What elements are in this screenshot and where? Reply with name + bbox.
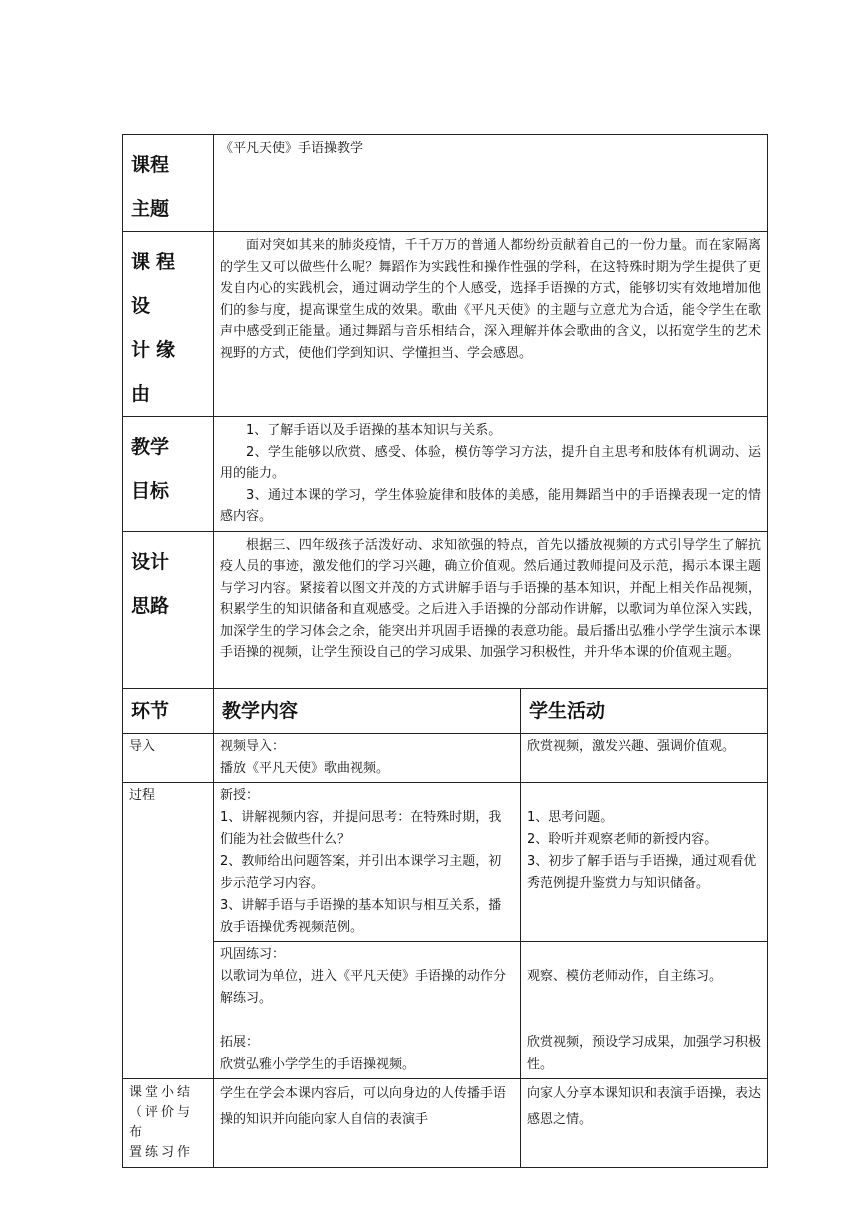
goals-row <box>123 417 768 532</box>
process-new-item-1: 1、讲解视频内容，并提问思考：在特殊时期，我们能为社会做些什么？ <box>220 809 502 847</box>
practice-text: 以歌词为单位，进入《平凡天使》手语操的动作分解练习。 <box>220 968 507 1006</box>
activity-header-row <box>123 688 768 733</box>
process-new-activity-2: 2、聆听并观察老师的新授内容。 <box>527 831 718 847</box>
topic-label-line-1: 课程 <box>131 154 170 176</box>
topic-row <box>123 135 768 232</box>
spacer <box>527 944 761 966</box>
reason-row <box>123 232 768 417</box>
topic-text: 《平凡天使》手语操教学 <box>220 141 364 156</box>
lesson-plan-table <box>122 134 768 1168</box>
intro-stage: 导入 <box>123 733 214 782</box>
topic-label-line-2: 主题 <box>131 198 170 220</box>
intro-activity-line-1: 欣赏视频，激发兴趣、强调价值观。 <box>527 738 736 754</box>
process-practice-content <box>214 941 521 1078</box>
goal-item-3: 3、通过本课的学习，学生体验旋律和肢体的美感，能用舞蹈当中的手语操表现一定的情感内容。 <box>220 487 762 524</box>
intro-content-line-1: 视频导入： <box>220 738 286 754</box>
reason-label-line-1: 课程设 <box>131 251 182 317</box>
spacer <box>220 1010 514 1032</box>
goals-label-line-2: 目标 <box>131 480 170 502</box>
reason-label-line-2: 计缘由 <box>131 339 182 405</box>
process-new-item-3: 3、讲解手语与手语操的基本知识与相互关系，播放手语操优秀视频范例。 <box>220 897 502 935</box>
process-new-row <box>123 782 768 941</box>
spacer <box>527 1010 761 1032</box>
process-new-activity <box>521 782 768 941</box>
goals-cell <box>214 417 768 532</box>
design-label-line-1: 设计 <box>131 550 170 573</box>
goals-label <box>123 417 214 532</box>
summary-stage-line-3: 置练习作 <box>129 1144 194 1160</box>
topic-label <box>123 135 214 232</box>
process-practice-row <box>123 941 768 1078</box>
process-new-item-2: 2、教师给出问题答案，并引出本课学习主题，初步示范学习内容。 <box>220 853 502 891</box>
practice-activity: 观察、模仿老师动作，自主练习。 <box>527 968 723 984</box>
practice-heading: 巩固练习： <box>220 946 286 962</box>
extend-heading: 拓展： <box>220 1034 260 1050</box>
extend-activity: 欣赏视频，预设学习成果，加强学习积极性。 <box>527 1034 762 1072</box>
process-practice-activity <box>521 941 768 1078</box>
summary-content-text: 学生在学会本课内容后，可以向身边的人传播手语操的知识并向能向家人自信的表演手 <box>220 1085 507 1127</box>
header-stage: 环节 <box>123 688 214 733</box>
goal-item-2: 2、学生能够以欣赏、感受、体验，模仿等学习方法，提升自主思考和肢体有机调动、运用的能力。 <box>220 444 762 481</box>
reason-text: 面对突如其来的肺炎疫情，千千万万的普通人都纷纷贡献着自己的一份力量。而在家隔离的学生又可以做些什么呢？舞蹈作为实践性和操作性强的学科，在这特殊时期为学生提供了更发自内心的实践机会，通过调动学生的个人感受，选择手语操的方式，能够切实有效地增加他们的参与度，提高课堂生成的效果。歌曲《平凡天使》的主题与立意尤为合适，能令学生在歌声中感受到正能量。通过舞蹈与音乐相结合，深入理解并体会歌曲的含义，以拓宽学生的艺术视野的方式，使他们学到知识、学懂担当、学会感恩。 <box>220 238 762 361</box>
process-stage: 过程 <box>123 782 214 1078</box>
summary-activity-text: 向家人分享本课知识和表演手语操，表达感恩之情。 <box>527 1085 762 1127</box>
reason-label <box>123 232 214 417</box>
lesson-plan-document <box>122 134 767 1168</box>
topic-value <box>214 135 768 232</box>
summary-activity <box>521 1078 768 1167</box>
reason-text-cell <box>214 232 768 417</box>
summary-stage-line-1: 课堂小结 <box>129 1084 194 1100</box>
design-text: 根据三、四年级孩子活泼好动、求知欲强的特点，首先以播放视频的方式引导学生了解抗疫人员的事迹，激发他们的学习兴趣，确立价值观。然后通过教师提问及示范，揭示本课主题与学习内容。紧接着以图文并茂的方式讲解手语与手语操的基本知识，并配上相关作品视频，积累学生的知识储备和直观感受。之后进入手语操的分部动作讲解，以歌词为单位深入实践，加深学生的学习体会之余，能突出并巩固手语操的表意功能。最后播出弘雅小学学生演示本课手语操的视频，让学生预设自己的学习成果、加强学习积极性，并升华本课的价值观主题。 <box>220 537 762 660</box>
goals-label-line-1: 教学 <box>131 436 170 458</box>
spacer <box>527 785 761 807</box>
intro-content <box>214 733 521 782</box>
process-new-activity-3: 3、初步了解手语与手语操，通过观看优秀范例提升鉴赏力与知识储备。 <box>527 853 757 891</box>
extend-text: 欣赏弘雅小学学生的手语操视频。 <box>220 1056 416 1072</box>
summary-row <box>123 1078 768 1167</box>
process-new-content <box>214 782 521 941</box>
summary-stage <box>123 1078 214 1167</box>
intro-content-line-2: 播放《平凡天使》歌曲视频。 <box>220 760 390 776</box>
design-label-line-2: 思路 <box>131 594 170 617</box>
process-new-heading: 新授： <box>220 787 260 803</box>
goal-item-1: 1、了解手语以及手语操的基本知识与关系。 <box>246 423 502 438</box>
summary-content <box>214 1078 521 1167</box>
header-content: 教学内容 <box>214 688 521 733</box>
intro-activity <box>521 733 768 782</box>
process-new-activity-1: 1、思考问题。 <box>527 809 614 825</box>
intro-row <box>123 733 768 782</box>
spacer <box>527 988 761 1010</box>
design-cell <box>214 531 768 688</box>
design-label <box>123 531 214 688</box>
summary-stage-line-2: （评价与布 <box>129 1104 194 1140</box>
header-activity: 学生活动 <box>521 688 768 733</box>
design-row <box>123 531 768 688</box>
